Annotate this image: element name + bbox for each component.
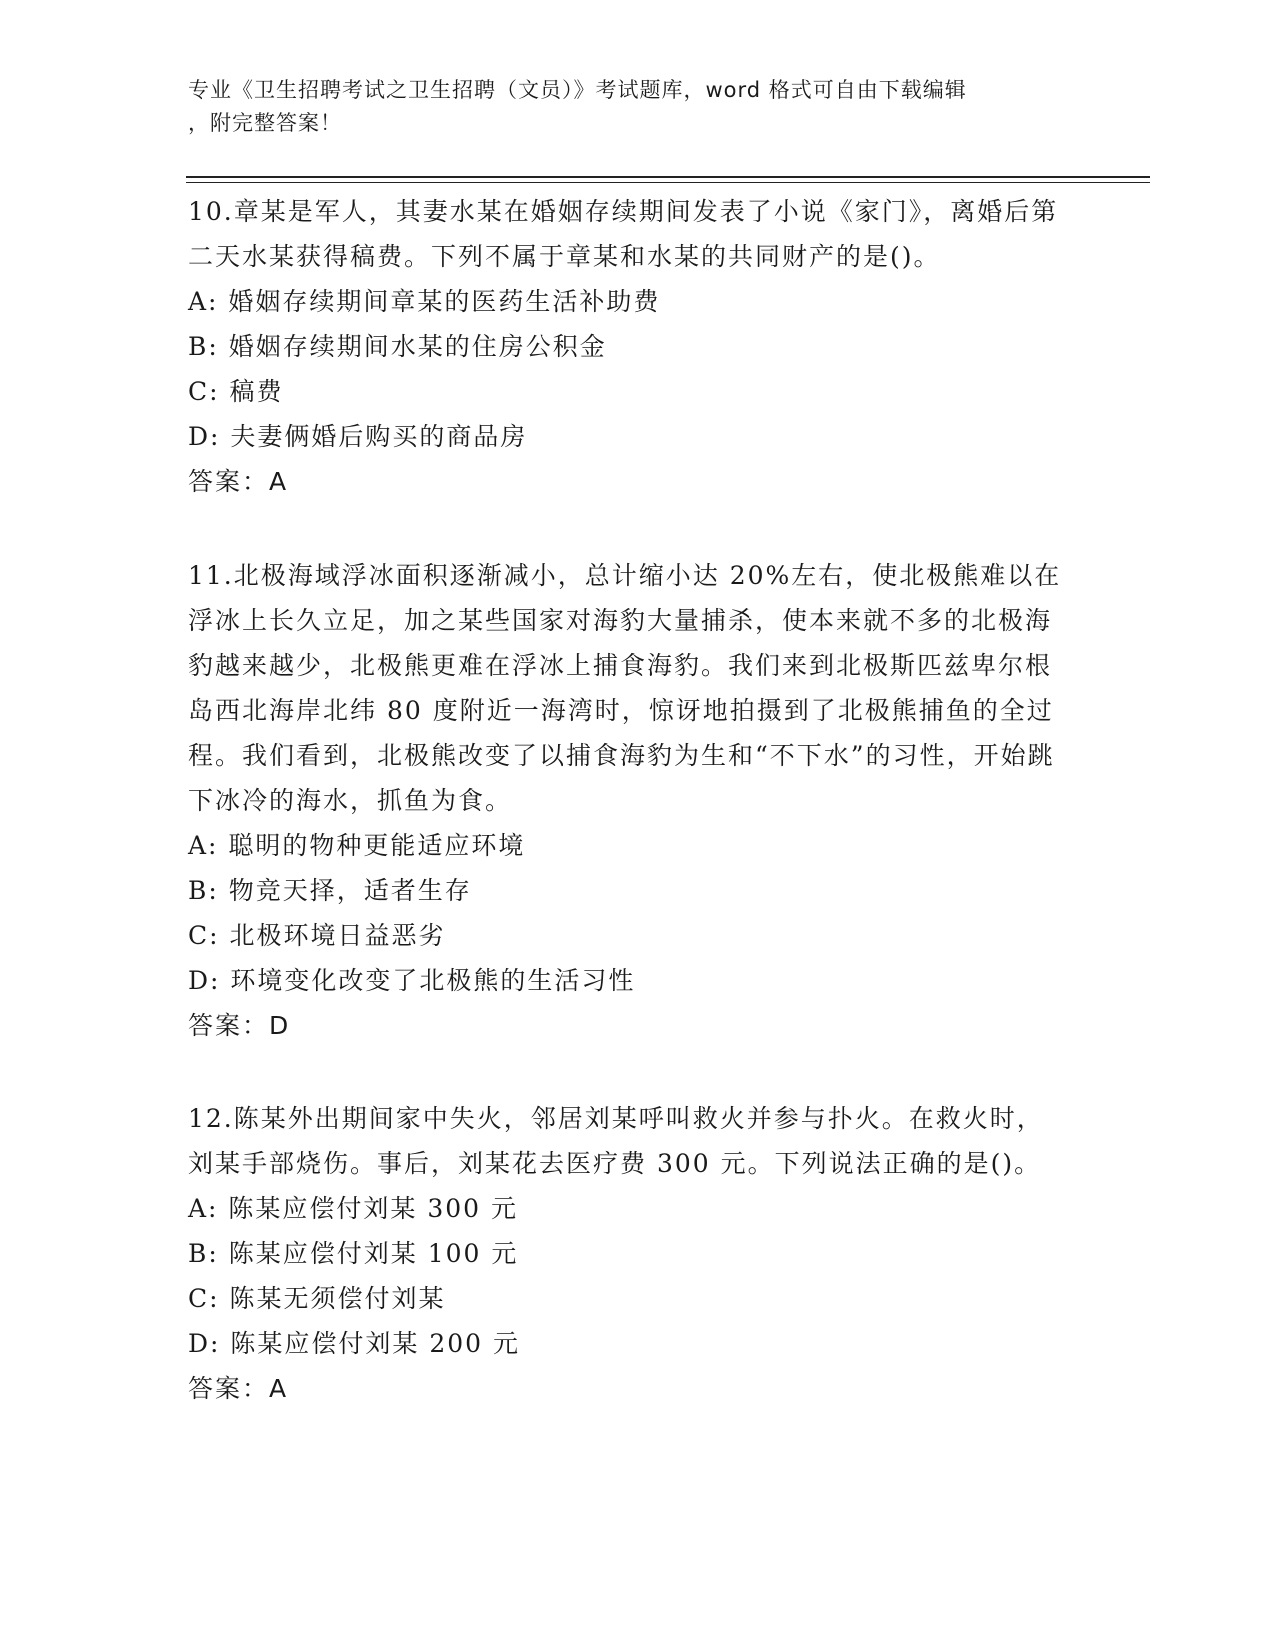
- option-b: B: 物竞天择，适者生存: [188, 876, 472, 905]
- option-c: C: 陈某无须偿付刘某: [188, 1284, 446, 1313]
- question-10: [188, 189, 1068, 504]
- question-11: [188, 553, 1068, 1048]
- option-a: A: 陈某应偿付刘某 300 元: [188, 1194, 519, 1223]
- header-divider-thin: [186, 182, 1150, 183]
- option-a: A: 婚姻存续期间章某的医药生活补助费: [188, 287, 661, 316]
- option-c: C: 北极环境日益恶劣: [188, 921, 446, 950]
- option-b: B: 陈某应偿付刘某 100 元: [188, 1239, 519, 1268]
- header-divider-thick: [186, 176, 1150, 178]
- question-stem: 12.陈某外出期间家中失火，邻居刘某呼叫救火并参与扑火。在救火时，刘某手部烧伤。事后，刘某花去医疗费 300 元。下列说法正确的是()。: [188, 1104, 1044, 1178]
- answer-line: 答案：D: [188, 1011, 291, 1040]
- option-d: D: 环境变化改变了北极熊的生活习性: [188, 966, 636, 995]
- answer-line: 答案：A: [188, 467, 289, 496]
- answer-line: 答案：A: [188, 1374, 289, 1403]
- document-header: 专业《卫生招聘考试之卫生招聘（文员）》考试题库，word 格式可自由下载编辑 ，附完整答案！: [188, 78, 967, 135]
- option-c: C: 稿费: [188, 377, 284, 406]
- option-a: A: 聪明的物种更能适应环境: [188, 831, 526, 860]
- option-b: B: 婚姻存续期间水某的住房公积金: [188, 332, 607, 361]
- question-stem: 11.北极海域浮冰面积逐渐减小，总计缩小达 20%左右，使北极熊难以在浮冰上长久立足，加之某些国家对海豹大量捕杀，使本来就不多的北极海豹越来越少，北极熊更难在浮冰上捕食海豹。我们来到北极斯匹兹卑尔根岛西北海岸北纬 80 度附近一海湾时，惊讶地拍摄到了北极熊捕鱼的全过程。我们看到，北极熊改变了以捕食海豹为生和“不下水”的习性，开始跳下冰冷的海水，抓鱼为食。: [188, 561, 1062, 815]
- question-stem: 10.章某是军人，其妻水某在婚姻存续期间发表了小说《家门》，离婚后第二天水某获得稿费。下列不属于章某和水某的共同财产的是()。: [188, 197, 1059, 271]
- option-d: D: 夫妻俩婚后购买的商品房: [188, 422, 528, 451]
- option-d: D: 陈某应偿付刘某 200 元: [188, 1329, 521, 1358]
- question-12: [188, 1096, 1068, 1411]
